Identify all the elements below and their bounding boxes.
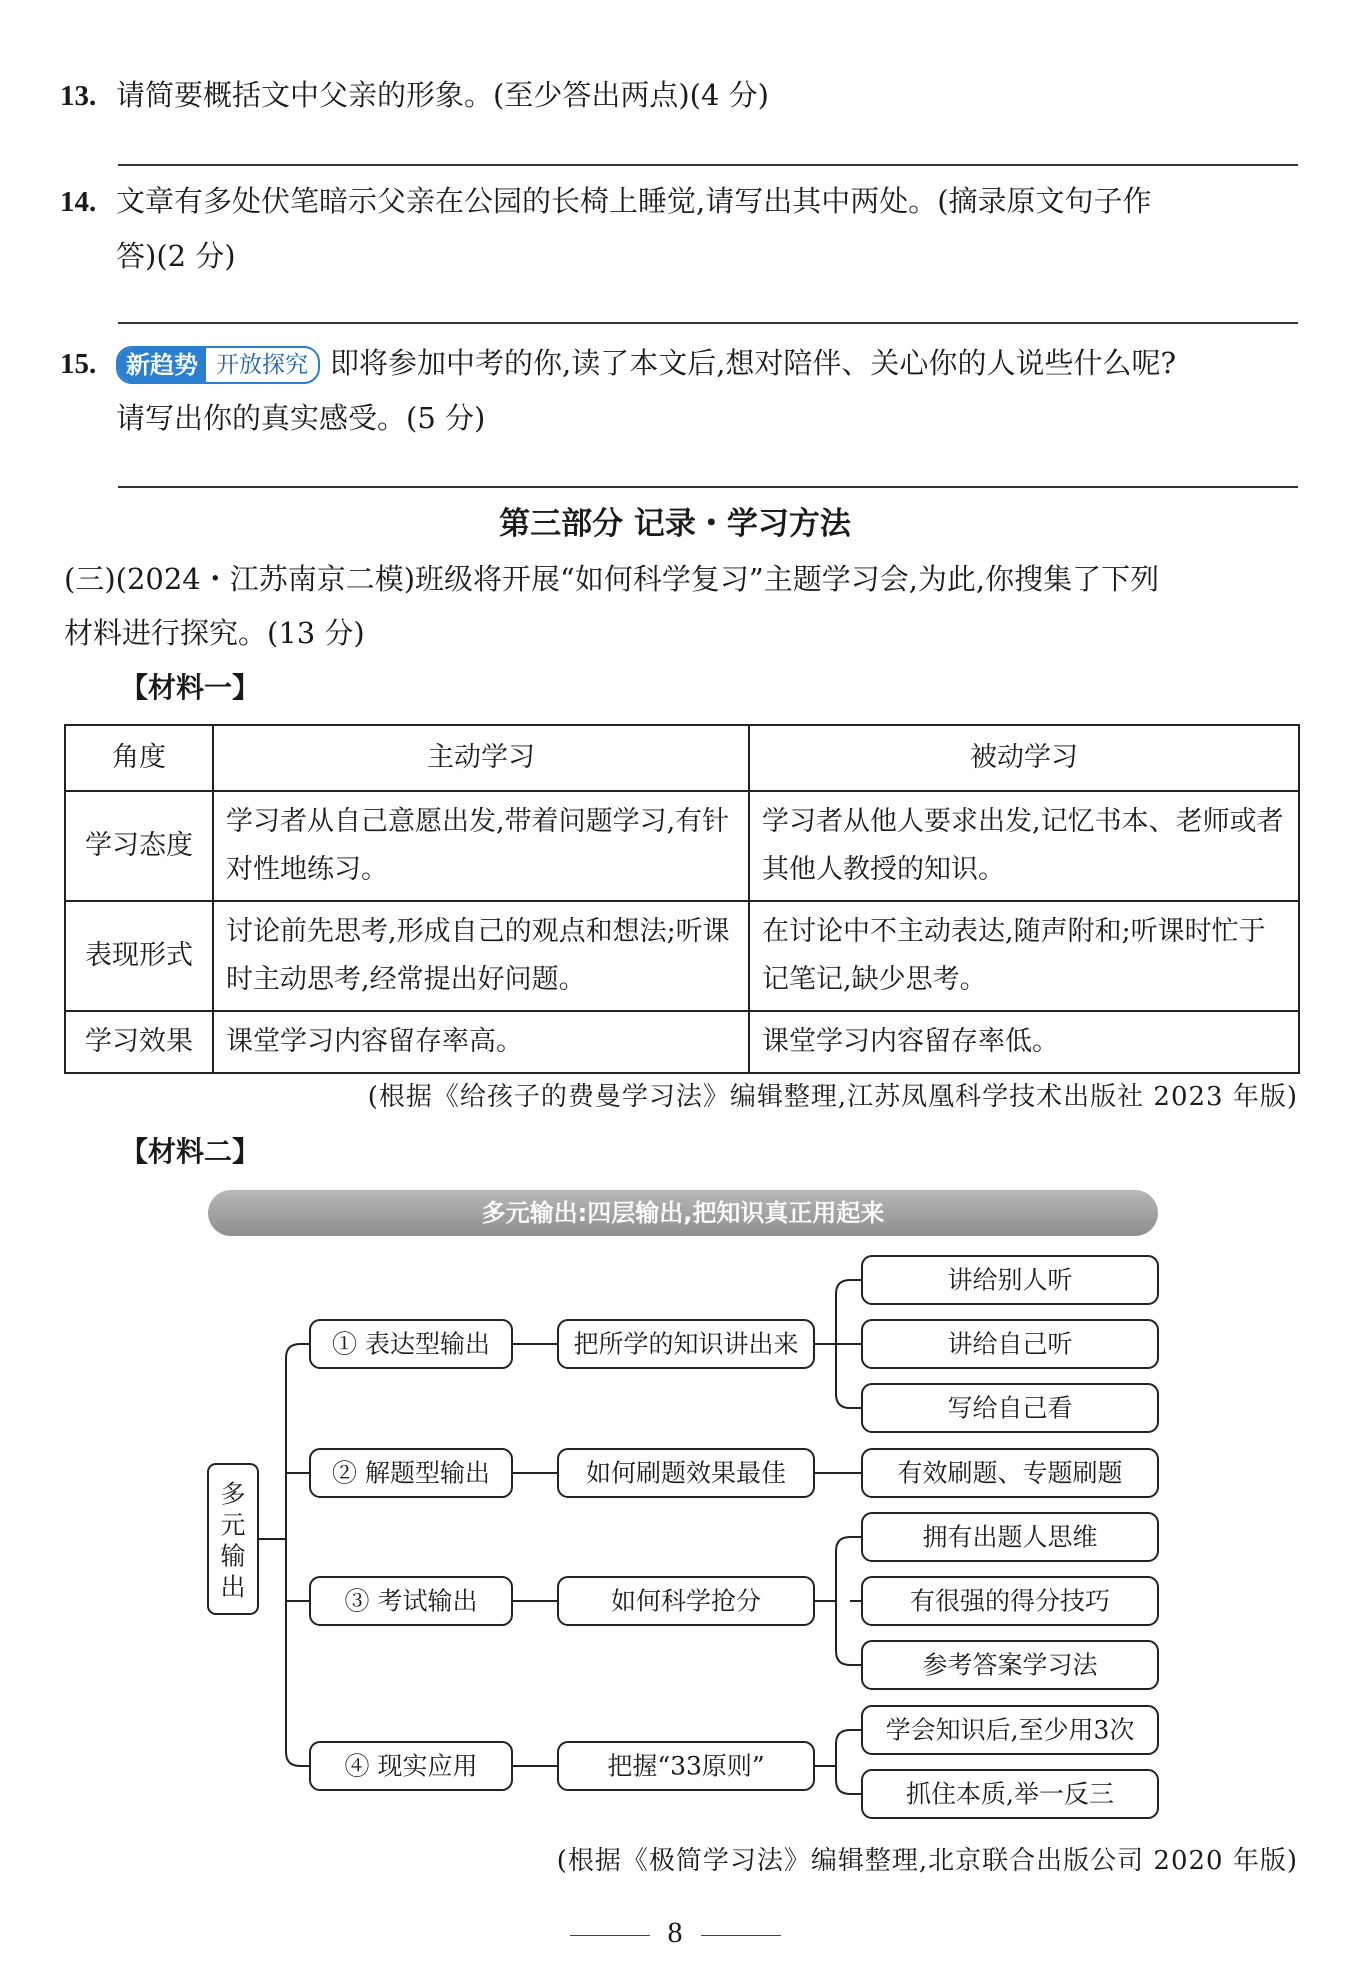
section-title: 第三部分 记录・学习方法: [499, 506, 851, 542]
branch-label: ③ 考试输出: [344, 1586, 478, 1616]
connector: [836, 1730, 850, 1794]
page-number-footer: [0, 1916, 1350, 1950]
leaf-label: 抓住本质,举一反三: [906, 1779, 1114, 1809]
header-active: 主动学习: [213, 725, 749, 791]
cell-active: 讨论前先思考,形成自己的观点和想法;听课时主动思考,经常提出好问题。: [213, 901, 749, 1011]
leaf-label: 讲给自己听: [947, 1329, 1073, 1359]
leaf-label: 学会知识后,至少用3次: [885, 1715, 1135, 1745]
diagram-banner: 多元输出:四层输出,把知识真正用起来: [208, 1190, 1158, 1236]
question-text-cont: 答)(2 分): [116, 239, 236, 273]
material-1-title: 【材料一】: [120, 671, 261, 704]
connector: [286, 1473, 300, 1601]
connector: [850, 1537, 862, 1665]
method-label: 把握“33原则”: [607, 1751, 765, 1781]
question-number: 13.: [60, 80, 97, 112]
question-number: 15.: [60, 348, 97, 380]
row-label: 学习效果: [65, 1011, 213, 1073]
footer-rule-left: [570, 1935, 650, 1936]
leaf-label: 参考答案学习法: [922, 1650, 1098, 1680]
branch-label: ④ 现实应用: [344, 1751, 478, 1781]
connector: [850, 1730, 862, 1794]
header-passive: 被动学习: [749, 725, 1299, 791]
connector: [512, 1344, 558, 1766]
cell-passive: 学习者从他人要求出发,记忆书本、老师或者其他人教授的知识。: [749, 791, 1299, 901]
tag-new-trend: 新趋势: [118, 348, 206, 382]
cell-passive: 课堂学习内容留存率低。: [749, 1011, 1299, 1073]
row-label: 学习态度: [65, 791, 213, 901]
question-text-cont: 请写出你的真实感受。(5 分): [116, 401, 486, 435]
connector: [850, 1280, 862, 1408]
connector: [286, 1344, 300, 1766]
branch-label: ① 表达型输出: [332, 1329, 490, 1359]
cell-active: 学习者从自己意愿出发,带着问题学习,有针对性地练习。: [213, 791, 749, 901]
root-char: 输: [220, 1541, 246, 1571]
root-char: 出: [220, 1572, 246, 1602]
leaf-label: 有很强的得分技巧: [909, 1586, 1111, 1616]
leaf-label: 写给自己看: [947, 1393, 1073, 1423]
cell-active: 课堂学习内容留存率高。: [213, 1011, 749, 1073]
header-angle: 角度: [65, 725, 213, 791]
question-text: 即将参加中考的你,读了本文后,想对陪伴、关心你的人说些什么呢?: [330, 346, 1176, 380]
leaf-label: 有效刷题、专题刷题: [897, 1458, 1123, 1488]
leaf-label: 拥有出题人思维: [922, 1522, 1098, 1552]
connector: [836, 1280, 850, 1408]
method-label: 如何刷题效果最佳: [585, 1458, 787, 1488]
question-text: 请简要概括文中父亲的形象。(至少答出两点)(4 分): [116, 78, 769, 112]
method-label: 把所学的知识讲出来: [573, 1329, 799, 1359]
row-label: 表现形式: [65, 901, 213, 1011]
page-number: 8: [667, 1916, 683, 1949]
question-text: 文章有多处伏笔暗示父亲在公园的长椅上睡觉,请写出其中两处。(摘录原文句子作: [116, 184, 1152, 218]
material-2-title: 【材料二】: [120, 1135, 261, 1168]
connector: [300, 1344, 310, 1766]
material-2-source: (根据《极简学习法》编辑整理,北京联合出版公司 2020 年版): [556, 1846, 1298, 1876]
method-label: 如何科学抢分: [610, 1586, 762, 1616]
intro-line-2: 材料进行探究。(13 分): [64, 616, 365, 650]
root-char: 多: [220, 1479, 246, 1509]
question-number: 14.: [60, 186, 97, 218]
root-char: 元: [220, 1510, 246, 1540]
leaf-label: 讲给别人听: [947, 1265, 1073, 1295]
intro-line-1: (三)(2024・江苏南京二模)班级将开展“如何科学复习”主题学习会,为此,你搜集了下列: [64, 562, 1160, 596]
cell-passive: 在讨论中不主动表达,随声附和;听课时忙于记笔记,缺少思考。: [749, 901, 1299, 1011]
connector: [836, 1537, 850, 1665]
branch-label: ② 解题型输出: [332, 1458, 490, 1488]
tag-open-inquiry: 开放探究: [216, 352, 308, 378]
footer-rule-right: [701, 1935, 781, 1936]
material-1-source: (根据《给孩子的费曼学习法》编辑整理,江苏凤凰科学技术出版社 2023 年版): [367, 1082, 1298, 1112]
